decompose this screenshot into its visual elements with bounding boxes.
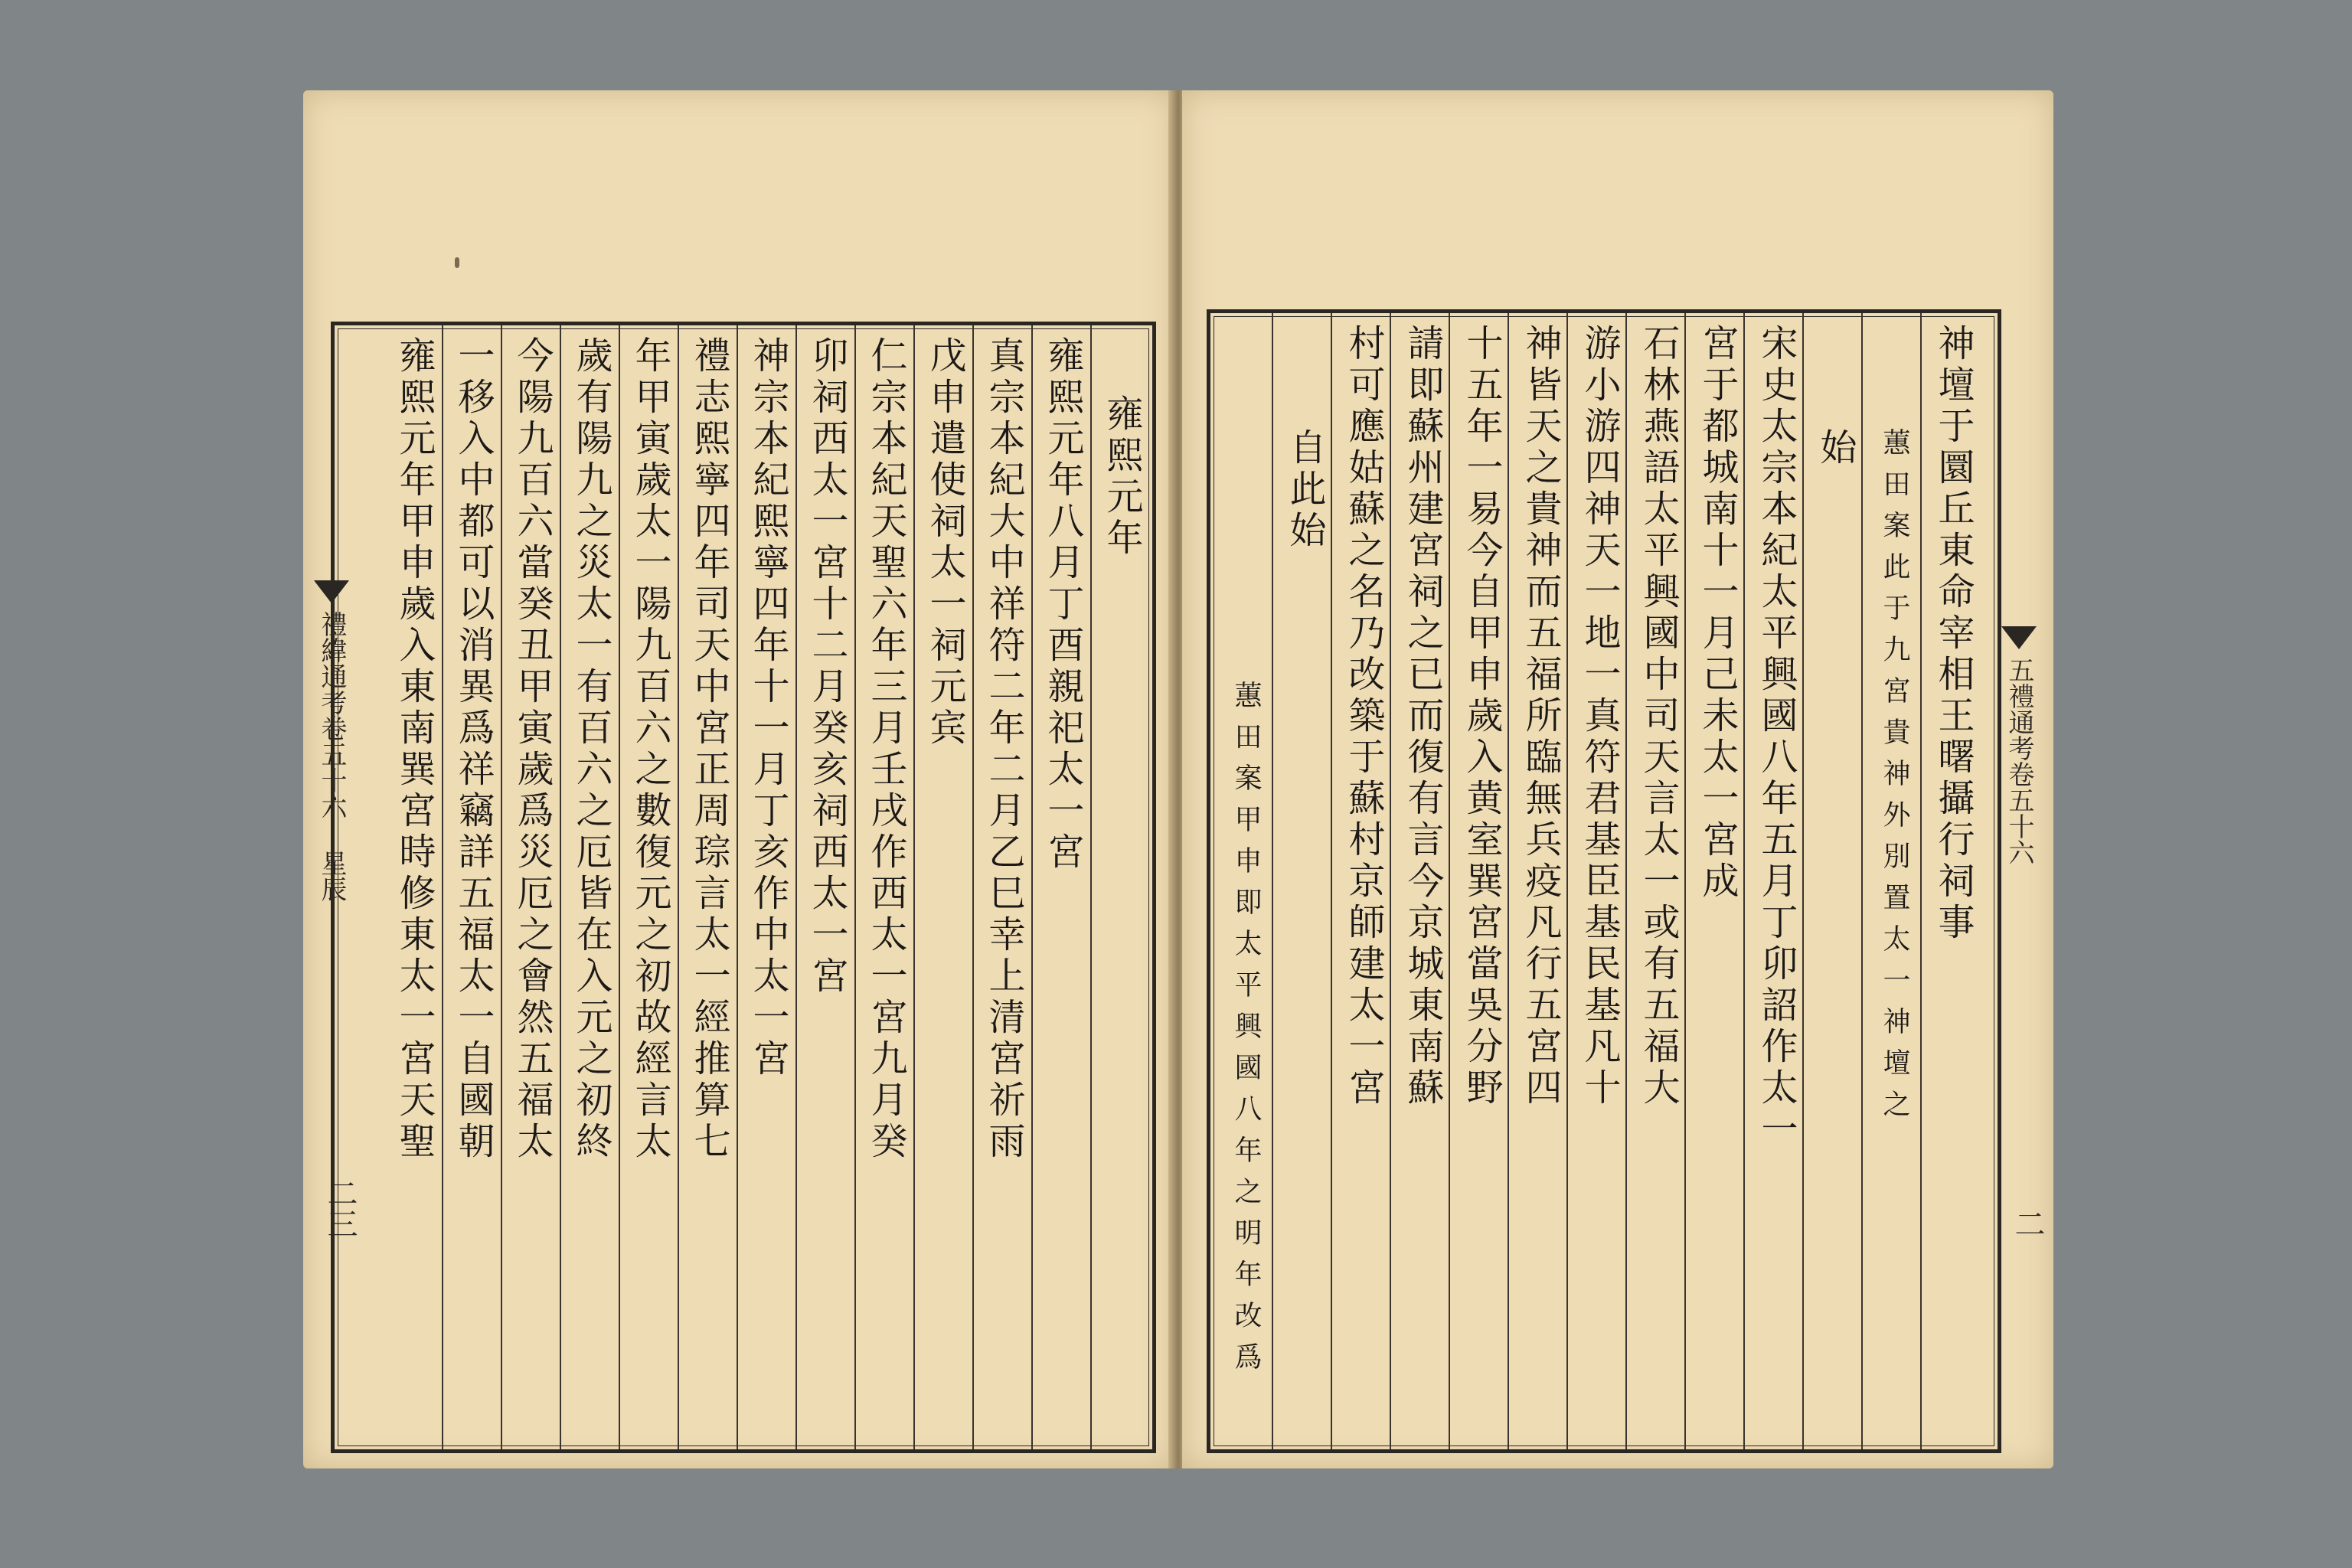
right-print-frame <box>1207 309 2001 1453</box>
text-column: 村可應姑蘇之名乃改築于蘇村京師建太一宮 <box>1342 324 1385 1109</box>
text-column: 戊申遣使祠太一祠元宾 <box>923 336 966 750</box>
right-page <box>1182 90 2053 1468</box>
text-column: 真宗本紀大中祥符二年二月乙巳幸上清宮祈雨 <box>982 336 1025 1163</box>
text-column: 石林燕語太平興國中司天言太一或有五福大 <box>1637 324 1680 1109</box>
text-column: 游小游四神天一地一真符君基臣基民基凡十 <box>1578 324 1621 1109</box>
note-column: 蕙田案此于九宮貴神外別置太一神壇之 <box>1879 428 1910 1131</box>
text-column: 宋史太宗本紀太平興國八年五月丁卯詔作太一 <box>1755 324 1798 1151</box>
fish-head-title: 五禮通考卷五十六 <box>2004 657 2034 865</box>
text-column: 神皆天之貴神而五福所臨無兵疫凡行五宮四 <box>1519 324 1562 1109</box>
text-column: 仁宗本紀天聖六年三月壬戌作西太一宮九月癸 <box>864 336 907 1163</box>
text-column: 雍熙元年八月丁酉親祀太一宮 <box>1041 336 1084 874</box>
folio-number: 二 <box>2010 1208 2045 1239</box>
fish-head-mark <box>2001 626 2037 649</box>
text-column: 宮于都城南十一月己未太一宮成 <box>1696 324 1739 903</box>
open-book <box>303 90 2064 1468</box>
text-column: 歲有陽九之災太一有百六之厄皆在入元之初終 <box>570 336 612 1163</box>
text-column: 十五年一易今自甲申歲入黄室巽宮當吳分野 <box>1460 324 1503 1109</box>
text-column: 神宗本紀熙寧四年十一月丁亥作中太一宮 <box>746 336 789 1080</box>
text-column: 神壇于圜丘東命宰相王曙攝行祠事 <box>1932 324 1975 944</box>
note-column: 蕙田案甲申即太平興國八年之明年改爲 <box>1230 681 1262 1383</box>
fish-tail-title: 禮緯通考卷五十六 星辰 <box>316 611 347 902</box>
folio-number: 二三 <box>322 1178 358 1239</box>
text-column: 自此始 <box>1283 428 1326 552</box>
text-column: 一移入中都可以消異爲祥竊詳五福太一自國朝 <box>452 336 495 1163</box>
left-print-frame <box>331 322 1156 1453</box>
text-column: 禮志熙寧四年司天中宮正周琮言太一經推算七 <box>688 336 730 1163</box>
left-page <box>303 90 1174 1468</box>
paper-speck <box>455 257 459 268</box>
text-column: 雍熙元年甲申歲入東南巽宮時修東太一宮天聖 <box>393 336 436 1163</box>
text-column: 雍熙元年 <box>1100 394 1143 560</box>
text-column: 請即蘇州建宮祠之已而復有言今京城東南蘇 <box>1401 324 1444 1109</box>
text-column: 始 <box>1814 428 1857 469</box>
text-column: 今陽九百六當癸丑甲寅歲爲災厄之會然五福太 <box>511 336 554 1163</box>
text-column: 卯祠西太一宮十二月癸亥祠西太一宮 <box>805 336 848 998</box>
text-column: 年甲寅歲太一陽九百六之數復元之初故經言太 <box>629 336 671 1163</box>
